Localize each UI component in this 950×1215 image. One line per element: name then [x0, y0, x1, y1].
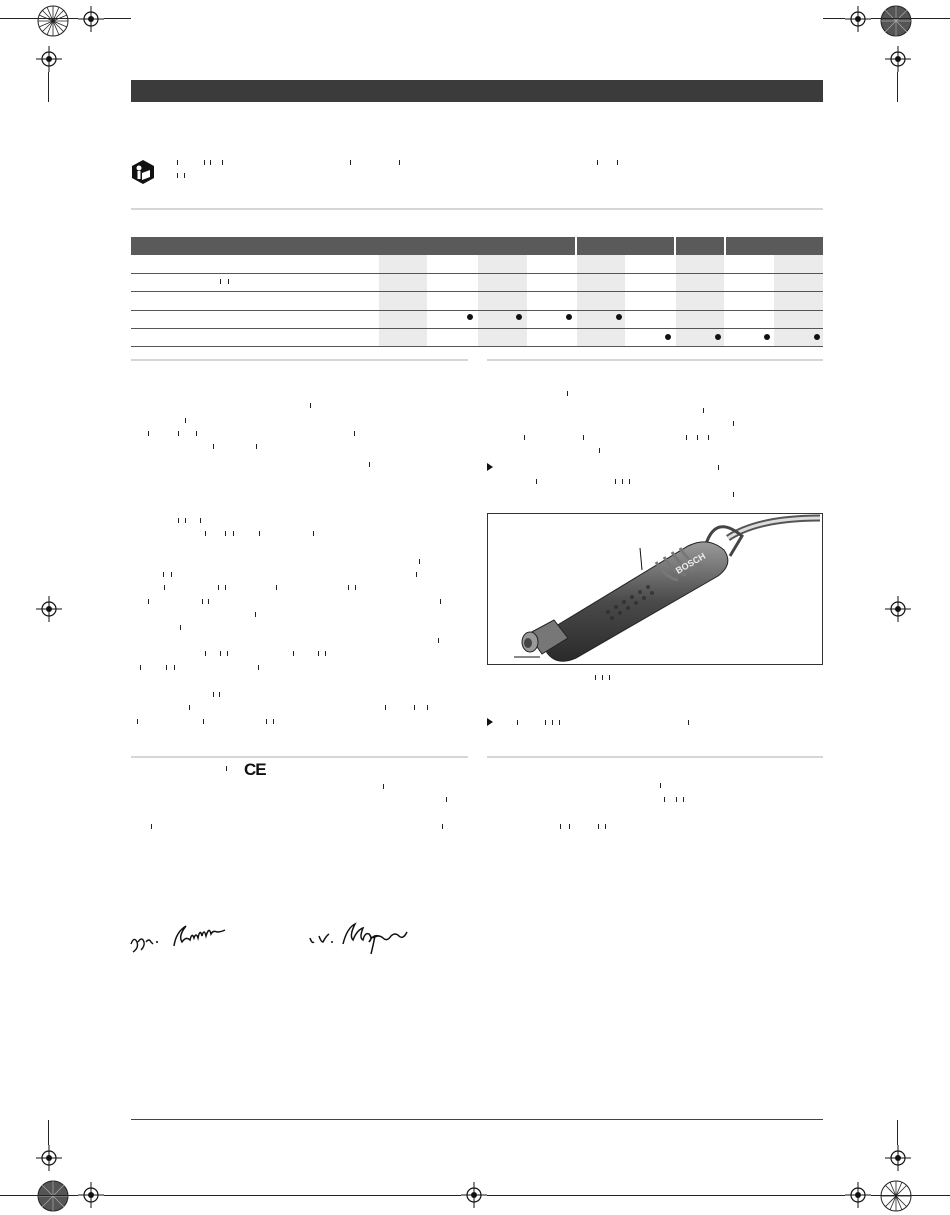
- text-fragment: [560, 824, 561, 829]
- registration-mark-bottom-left-outer: [36, 1145, 62, 1171]
- text-fragment: [703, 408, 704, 413]
- text-fragment: [200, 518, 201, 523]
- text-fragment: [688, 720, 689, 725]
- text-fragment: [185, 518, 186, 523]
- screwdriver-illustration: [488, 514, 822, 664]
- text-fragment: [733, 421, 734, 426]
- text-fragment: [177, 173, 178, 178]
- section-divider: [487, 756, 823, 758]
- text-fragment: [225, 531, 226, 536]
- crop-line: [48, 1120, 49, 1145]
- registration-mark-bottom-right-outer: [885, 1145, 911, 1171]
- text-fragment: [151, 824, 152, 829]
- text-fragment: [171, 572, 172, 577]
- text-fragment: [438, 638, 439, 643]
- text-fragment: [276, 585, 277, 590]
- crop-line: [104, 18, 131, 19]
- text-fragment: [256, 444, 257, 449]
- text-fragment: [226, 766, 227, 771]
- section-divider: [131, 208, 823, 210]
- text-fragment: [718, 465, 719, 470]
- text-fragment: [184, 173, 185, 178]
- text-fragment: [205, 531, 206, 536]
- text-fragment: [414, 705, 415, 710]
- table-dot: [665, 334, 671, 340]
- text-fragment: [293, 651, 294, 656]
- text-fragment: [205, 651, 206, 656]
- text-fragment: [559, 720, 560, 725]
- footer-rule: [131, 1119, 823, 1120]
- text-fragment: [383, 784, 384, 789]
- text-fragment: [569, 824, 570, 829]
- text-fragment: [348, 585, 349, 590]
- registration-mark-bottom-right-inner: [845, 1182, 871, 1208]
- section-divider: [131, 756, 468, 758]
- text-fragment: [599, 448, 600, 453]
- text-fragment: [660, 783, 661, 788]
- crop-line: [871, 1195, 950, 1196]
- crop-line: [823, 18, 845, 19]
- text-fragment: [213, 444, 214, 449]
- text-fragment: [686, 435, 687, 440]
- text-fragment: [524, 435, 525, 440]
- table-shaded-column: [379, 255, 427, 347]
- crop-line: [897, 1120, 898, 1145]
- text-fragment: [213, 692, 214, 697]
- text-fragment: [222, 160, 223, 165]
- table-row-line: [131, 291, 823, 292]
- text-fragment: [202, 599, 203, 604]
- text-fragment: [355, 585, 356, 590]
- text-fragment: [517, 720, 518, 725]
- text-fragment: [597, 160, 598, 165]
- text-fragment: [536, 479, 537, 484]
- text-fragment: [399, 160, 400, 165]
- text-fragment: [177, 160, 178, 165]
- crop-line: [487, 1195, 845, 1196]
- text-fragment: [266, 719, 267, 724]
- text-fragment: [233, 531, 234, 536]
- registration-mark-mid-right: [885, 596, 911, 622]
- text-fragment: [609, 675, 610, 680]
- table-dot: [715, 334, 721, 340]
- table-dot: [616, 314, 622, 320]
- registration-mark-top-right-inner: [845, 6, 871, 32]
- crop-line: [104, 1195, 461, 1196]
- table-row-line: [131, 273, 823, 274]
- table-shaded-column: [577, 255, 625, 347]
- text-fragment: [708, 435, 709, 440]
- text-fragment: [196, 431, 197, 436]
- text-fragment: [318, 651, 319, 656]
- text-fragment: [140, 665, 141, 670]
- text-fragment: [683, 797, 684, 802]
- table-header-separator: [575, 237, 577, 255]
- table-dot: [566, 314, 572, 320]
- table-dot: [467, 314, 473, 320]
- crop-line: [871, 18, 950, 19]
- text-fragment: [427, 705, 428, 710]
- text-fragment: [385, 705, 386, 710]
- text-fragment: [259, 531, 260, 536]
- crop-line: [897, 72, 898, 102]
- text-fragment: [180, 625, 181, 630]
- registration-mark-bottom-left-inner: [78, 1182, 104, 1208]
- text-fragment: [225, 585, 226, 590]
- table-row-line: [131, 328, 823, 329]
- text-fragment: [258, 665, 259, 670]
- text-fragment: [446, 797, 447, 802]
- table-header-separator: [724, 237, 726, 255]
- tool-brand-label: BOSCH: [674, 550, 708, 576]
- text-fragment: [273, 719, 274, 724]
- text-fragment: [166, 665, 167, 670]
- registration-mark-top-left-inner: [78, 6, 104, 32]
- text-fragment: [220, 651, 221, 656]
- arrow-bullet-icon: [487, 463, 493, 471]
- crop-line: [48, 72, 49, 102]
- text-fragment: [598, 824, 599, 829]
- text-fragment: [602, 675, 603, 680]
- text-fragment: [148, 599, 149, 604]
- text-fragment: [203, 719, 204, 724]
- text-fragment: [615, 479, 616, 484]
- table-dot: [516, 314, 522, 320]
- handwritten-signature-1: [128, 920, 243, 956]
- text-fragment: [208, 599, 209, 604]
- arrow-bullet-icon: [487, 718, 493, 726]
- text-fragment: [204, 160, 205, 165]
- text-fragment: [219, 692, 220, 697]
- text-fragment: [178, 431, 179, 436]
- table-header-separator: [674, 237, 676, 255]
- read-manual-icon: [130, 159, 156, 185]
- text-fragment: [227, 651, 228, 656]
- text-fragment: [605, 824, 606, 829]
- text-fragment: [595, 675, 596, 680]
- text-fragment: [664, 797, 665, 802]
- text-fragment: [622, 479, 623, 484]
- page-header-bar: [131, 80, 823, 102]
- table-shaded-column: [478, 255, 527, 347]
- text-fragment: [163, 572, 164, 577]
- text-fragment: [220, 279, 221, 284]
- text-fragment: [629, 479, 630, 484]
- text-fragment: [210, 160, 211, 165]
- table-row-line: [131, 346, 823, 347]
- text-fragment: [676, 797, 677, 802]
- table-dot: [764, 334, 770, 340]
- registration-mark-bottom-center: [461, 1182, 487, 1208]
- text-fragment: [442, 824, 443, 829]
- registration-mark-top-right-outer: [885, 46, 911, 72]
- text-fragment: [174, 665, 175, 670]
- text-fragment: [617, 160, 618, 165]
- text-fragment: [419, 559, 420, 564]
- table-dot: [814, 334, 820, 340]
- tool-figure: [487, 513, 823, 665]
- starburst-bottom-right: [880, 1180, 912, 1212]
- registration-mark-mid-left: [36, 596, 62, 622]
- text-fragment: [310, 403, 311, 408]
- text-fragment: [137, 719, 138, 724]
- starburst-top-left: [37, 5, 69, 37]
- text-fragment: [185, 418, 186, 423]
- section-divider: [487, 359, 823, 361]
- text-fragment: [733, 492, 734, 497]
- table-row-line: [131, 310, 823, 311]
- text-fragment: [545, 720, 546, 725]
- text-fragment: [189, 705, 190, 710]
- text-fragment: [552, 720, 553, 725]
- text-fragment: [218, 585, 219, 590]
- text-fragment: [255, 612, 256, 617]
- table-header-row: [131, 237, 823, 255]
- registration-mark-top-left-outer: [36, 46, 62, 72]
- handwritten-signature-2: [305, 918, 425, 958]
- starburst-top-right: [880, 5, 912, 37]
- text-fragment: [416, 572, 417, 577]
- text-fragment: [697, 435, 698, 440]
- text-fragment: [228, 279, 229, 284]
- text-fragment: [164, 585, 165, 590]
- crop-line: [0, 18, 78, 19]
- text-fragment: [354, 431, 355, 436]
- text-fragment: [313, 531, 314, 536]
- text-fragment: [583, 435, 584, 440]
- text-fragment: [440, 599, 441, 604]
- starburst-bottom-left: [37, 1180, 69, 1212]
- section-divider: [131, 359, 468, 361]
- text-fragment: [369, 462, 370, 467]
- text-fragment: [350, 160, 351, 165]
- crop-line: [0, 1195, 78, 1196]
- text-fragment: [325, 651, 326, 656]
- text-fragment: [178, 518, 179, 523]
- ce-mark: CE: [244, 760, 266, 779]
- text-fragment: [567, 391, 568, 396]
- text-fragment: [148, 431, 149, 436]
